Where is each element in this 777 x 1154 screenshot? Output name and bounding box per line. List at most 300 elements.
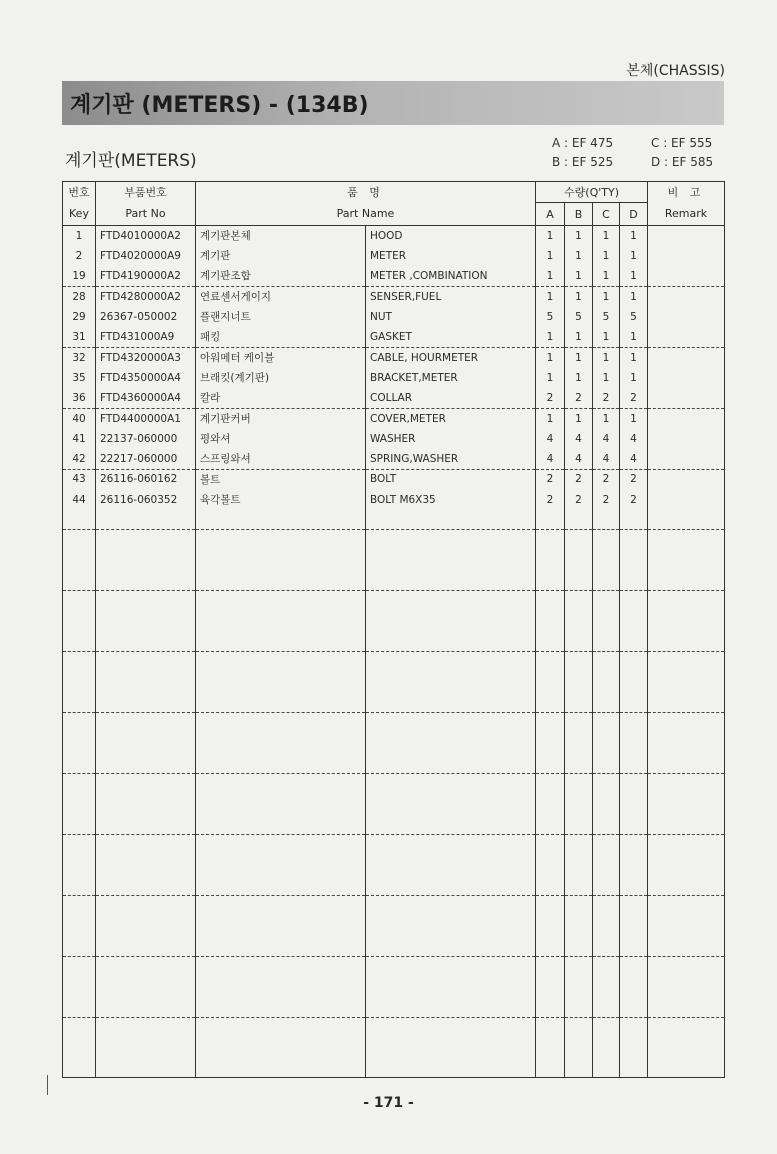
row-part-no: [96, 652, 196, 672]
row-remark: [648, 631, 725, 651]
row-qty-c: [593, 692, 620, 712]
row-name-en: CABLE, HOURMETER: [366, 347, 536, 367]
row-qty-c: 1: [593, 368, 620, 388]
row-remark: [648, 692, 725, 712]
section-label: 본체(CHASSIS): [626, 63, 725, 79]
row-part-no: 26367-050002: [96, 307, 196, 327]
row-qty-b: [565, 530, 593, 550]
row-qty-c: 1: [593, 226, 620, 246]
row-qty-a: [536, 814, 565, 834]
row-name-en: SENSER,FUEL: [366, 286, 536, 306]
row-name-en: BOLT M6X35: [366, 489, 536, 509]
row-qty-b: 5: [565, 307, 593, 327]
row-qty-a: 2: [536, 489, 565, 509]
row-qty-d: 1: [620, 347, 648, 367]
row-qty-b: [565, 814, 593, 834]
row-name-kr: 육각볼트: [196, 489, 366, 509]
row-key: [63, 1017, 96, 1037]
row-remark: [648, 1017, 725, 1037]
row-qty-a: [536, 1037, 565, 1057]
row-qty-b: 4: [565, 428, 593, 448]
row-name-en: [366, 631, 536, 651]
row-qty-c: [593, 794, 620, 814]
banner-title: 계기판 (METERS) - (134B): [70, 93, 369, 118]
table-row: [63, 266, 725, 286]
row-qty-b: 1: [565, 246, 593, 266]
row-qty-c: [593, 834, 620, 854]
row-remark: [648, 327, 725, 347]
table-row-empty: [63, 814, 725, 834]
row-key: [63, 834, 96, 854]
row-name-kr: [196, 855, 366, 875]
row-remark: [648, 672, 725, 692]
row-part-no: [96, 794, 196, 814]
row-qty-b: 1: [565, 327, 593, 347]
row-qty-d: [620, 672, 648, 692]
row-qty-b: [565, 1037, 593, 1057]
row-qty-c: 1: [593, 286, 620, 306]
row-qty-d: [620, 936, 648, 956]
table-row: [63, 469, 725, 489]
row-qty-b: [565, 855, 593, 875]
row-name-en: [366, 733, 536, 753]
row-qty-d: [620, 1037, 648, 1057]
row-qty-d: [620, 571, 648, 591]
row-qty-c: [593, 1058, 620, 1078]
row-name-en: SPRING,WASHER: [366, 449, 536, 469]
row-key: [63, 814, 96, 834]
row-qty-b: 1: [565, 408, 593, 428]
row-name-en: [366, 916, 536, 936]
row-remark: [648, 591, 725, 611]
row-remark: [648, 956, 725, 976]
row-qty-a: [536, 916, 565, 936]
row-part-no: FTD4350000A4: [96, 368, 196, 388]
table-row-empty: [63, 794, 725, 814]
row-qty-c: 2: [593, 489, 620, 509]
title-banner: [62, 81, 724, 125]
table-row-empty: [63, 936, 725, 956]
row-name-en: [366, 1037, 536, 1057]
row-key: [63, 997, 96, 1017]
row-part-no: [96, 1017, 196, 1037]
row-qty-c: 1: [593, 246, 620, 266]
row-name-en: [366, 753, 536, 773]
row-qty-c: [593, 855, 620, 875]
row-key: [63, 652, 96, 672]
row-part-no: [96, 591, 196, 611]
row-key: 44: [63, 489, 96, 509]
row-qty-a: [536, 956, 565, 976]
row-qty-d: [620, 692, 648, 712]
row-part-no: FTD4010000A2: [96, 226, 196, 246]
row-qty-b: [565, 550, 593, 570]
row-remark: [648, 550, 725, 570]
row-qty-a: 1: [536, 347, 565, 367]
row-key: [63, 591, 96, 611]
row-part-no: FTD4360000A4: [96, 388, 196, 408]
row-key: 42: [63, 449, 96, 469]
row-part-no: [96, 895, 196, 915]
row-qty-b: [565, 652, 593, 672]
row-qty-d: [620, 713, 648, 733]
row-name-kr: [196, 631, 366, 651]
table-row: [63, 388, 725, 408]
row-qty-c: 1: [593, 327, 620, 347]
row-part-no: [96, 530, 196, 550]
row-qty-a: [536, 774, 565, 794]
row-qty-a: [536, 895, 565, 915]
row-qty-d: [620, 774, 648, 794]
table-row-empty: [63, 1017, 725, 1037]
row-qty-c: [593, 875, 620, 895]
row-name-kr: [196, 510, 366, 530]
row-part-no: FTD4280000A2: [96, 286, 196, 306]
row-key: 41: [63, 428, 96, 448]
row-remark: [648, 530, 725, 550]
row-part-no: 26116-060162: [96, 469, 196, 489]
row-name-en: [366, 550, 536, 570]
row-qty-d: [620, 733, 648, 753]
table-row: [63, 246, 725, 266]
row-qty-b: 4: [565, 449, 593, 469]
row-key: [63, 611, 96, 631]
row-name-en: WASHER: [366, 428, 536, 448]
row-qty-c: [593, 936, 620, 956]
row-key: 36: [63, 388, 96, 408]
row-qty-c: [593, 550, 620, 570]
row-name-en: [366, 571, 536, 591]
row-name-kr: [196, 550, 366, 570]
row-name-en: [366, 672, 536, 692]
row-name-kr: [196, 895, 366, 915]
row-key: [63, 895, 96, 915]
row-qty-a: [536, 652, 565, 672]
row-name-kr: [196, 916, 366, 936]
row-name-en: HOOD: [366, 226, 536, 246]
row-qty-a: 1: [536, 266, 565, 286]
row-name-en: GASKET: [366, 327, 536, 347]
row-qty-d: [620, 956, 648, 976]
row-qty-c: 4: [593, 428, 620, 448]
row-part-no: [96, 997, 196, 1017]
row-qty-d: [620, 814, 648, 834]
row-qty-b: [565, 997, 593, 1017]
table-row: [63, 489, 725, 509]
row-qty-b: [565, 571, 593, 591]
row-remark: [648, 855, 725, 875]
row-qty-d: 5: [620, 307, 648, 327]
row-name-kr: 플랜지너트: [196, 307, 366, 327]
table-row-empty: [63, 550, 725, 570]
row-remark: [648, 875, 725, 895]
row-part-no: 22137-060000: [96, 428, 196, 448]
table-row: [63, 327, 725, 347]
row-qty-a: 2: [536, 388, 565, 408]
row-part-no: FTD4400000A1: [96, 408, 196, 428]
row-part-no: 26116-060352: [96, 489, 196, 509]
row-name-kr: 연료센서게이지: [196, 286, 366, 306]
row-name-en: [366, 794, 536, 814]
row-key: 28: [63, 286, 96, 306]
row-remark: [648, 347, 725, 367]
row-qty-b: [565, 672, 593, 692]
row-name-kr: [196, 1017, 366, 1037]
row-part-no: [96, 510, 196, 530]
row-name-en: [366, 591, 536, 611]
row-remark: [648, 428, 725, 448]
row-name-kr: [196, 1037, 366, 1057]
row-qty-d: [620, 855, 648, 875]
row-qty-a: [536, 976, 565, 996]
table-row-empty: [63, 530, 725, 550]
row-name-en: [366, 855, 536, 875]
row-qty-a: 4: [536, 428, 565, 448]
table-row-empty: [63, 1037, 725, 1057]
row-part-no: [96, 571, 196, 591]
table-row-empty: [63, 976, 725, 996]
table-row-empty: [63, 774, 725, 794]
row-qty-c: [593, 530, 620, 550]
page-edge-mark: [47, 1075, 48, 1095]
page-subtitle: 계기판(METERS): [65, 151, 197, 171]
row-part-no: [96, 753, 196, 773]
row-qty-c: [593, 956, 620, 976]
row-name-en: [366, 936, 536, 956]
row-key: [63, 855, 96, 875]
table-row: [63, 408, 725, 428]
row-name-en: [366, 956, 536, 976]
row-qty-b: [565, 713, 593, 733]
row-qty-b: [565, 733, 593, 753]
row-qty-c: 1: [593, 347, 620, 367]
parts-table: [62, 181, 725, 1078]
row-qty-b: [565, 834, 593, 854]
row-qty-b: [565, 631, 593, 651]
row-part-no: [96, 875, 196, 895]
row-key: [63, 550, 96, 570]
header-remark-en: Remark: [648, 203, 725, 226]
row-qty-d: [620, 510, 648, 530]
row-qty-d: [620, 753, 648, 773]
row-name-kr: 스프링와셔: [196, 449, 366, 469]
row-qty-a: [536, 875, 565, 895]
row-qty-a: [536, 855, 565, 875]
row-qty-c: [593, 753, 620, 773]
table-row-empty: [63, 652, 725, 672]
row-qty-b: [565, 976, 593, 996]
row-key: [63, 672, 96, 692]
row-qty-d: 4: [620, 449, 648, 469]
row-qty-a: 1: [536, 226, 565, 246]
row-name-en: METER: [366, 246, 536, 266]
row-name-en: BRACKET,METER: [366, 368, 536, 388]
row-remark: [648, 936, 725, 956]
row-qty-b: 1: [565, 368, 593, 388]
row-name-kr: [196, 814, 366, 834]
row-part-no: [96, 611, 196, 631]
row-qty-a: 2: [536, 469, 565, 489]
row-key: 35: [63, 368, 96, 388]
row-name-en: [366, 895, 536, 915]
row-name-en: [366, 1058, 536, 1078]
row-remark: [648, 226, 725, 246]
row-qty-d: [620, 895, 648, 915]
row-qty-a: 5: [536, 307, 565, 327]
row-qty-d: 2: [620, 489, 648, 509]
row-name-kr: [196, 774, 366, 794]
row-name-kr: [196, 672, 366, 692]
row-qty-d: [620, 631, 648, 651]
row-qty-c: [593, 713, 620, 733]
row-name-kr: [196, 753, 366, 773]
row-remark: [648, 469, 725, 489]
row-name-kr: 패킹: [196, 327, 366, 347]
row-name-kr: [196, 692, 366, 712]
row-part-no: FTD4190000A2: [96, 266, 196, 286]
row-name-en: [366, 774, 536, 794]
row-qty-a: [536, 510, 565, 530]
row-name-kr: [196, 733, 366, 753]
header-key-kr: 번호: [63, 182, 96, 203]
row-name-en: COVER,METER: [366, 408, 536, 428]
row-qty-a: [536, 834, 565, 854]
row-part-no: FTD431000A9: [96, 327, 196, 347]
row-qty-a: 1: [536, 246, 565, 266]
row-part-no: [96, 834, 196, 854]
row-part-no: [96, 936, 196, 956]
row-qty-d: [620, 1017, 648, 1037]
row-remark: [648, 652, 725, 672]
table-row-empty: [63, 855, 725, 875]
table-row: [63, 428, 725, 448]
row-key: [63, 956, 96, 976]
row-qty-b: [565, 591, 593, 611]
row-name-kr: 칼라: [196, 388, 366, 408]
row-qty-d: [620, 652, 648, 672]
header-remark-kr: 비 고: [648, 182, 725, 203]
row-remark: [648, 794, 725, 814]
row-remark: [648, 997, 725, 1017]
model-a: A : EF 475: [552, 136, 614, 150]
row-name-kr: 평와셔: [196, 428, 366, 448]
row-qty-d: 1: [620, 226, 648, 246]
row-part-no: 22217-060000: [96, 449, 196, 469]
row-name-en: [366, 976, 536, 996]
header-key-en: Key: [63, 203, 96, 226]
table-row-empty: [63, 631, 725, 651]
row-name-kr: 아워메터 케이블: [196, 347, 366, 367]
row-qty-a: [536, 794, 565, 814]
row-name-en: [366, 530, 536, 550]
row-name-en: [366, 997, 536, 1017]
table-row: [63, 449, 725, 469]
header-qty-d: D: [620, 203, 648, 226]
parts-table-body: [63, 226, 725, 1078]
row-qty-c: 1: [593, 266, 620, 286]
row-qty-c: [593, 631, 620, 651]
row-qty-b: [565, 956, 593, 976]
row-qty-c: [593, 774, 620, 794]
row-part-no: [96, 733, 196, 753]
row-qty-a: [536, 571, 565, 591]
row-qty-c: [593, 571, 620, 591]
row-name-kr: [196, 875, 366, 895]
row-name-kr: 볼트: [196, 469, 366, 489]
row-qty-a: [536, 591, 565, 611]
row-remark: [648, 1037, 725, 1057]
row-qty-b: [565, 875, 593, 895]
row-key: [63, 571, 96, 591]
row-qty-b: 1: [565, 266, 593, 286]
row-remark: [648, 611, 725, 631]
table-row: [63, 286, 725, 306]
row-qty-d: 2: [620, 388, 648, 408]
table-row-empty: [63, 875, 725, 895]
row-part-no: FTD4320000A3: [96, 347, 196, 367]
row-name-kr: 계기판: [196, 246, 366, 266]
header-partno-en: Part No: [96, 203, 196, 226]
row-part-no: [96, 713, 196, 733]
row-qty-c: [593, 997, 620, 1017]
header-name-kr: 품 명: [196, 182, 536, 203]
row-remark: [648, 449, 725, 469]
row-key: 29: [63, 307, 96, 327]
row-key: [63, 530, 96, 550]
row-qty-d: [620, 611, 648, 631]
row-qty-b: [565, 794, 593, 814]
table-row-empty: [63, 591, 725, 611]
row-name-kr: 계기판본체: [196, 226, 366, 246]
row-qty-d: [620, 875, 648, 895]
row-qty-c: [593, 591, 620, 611]
row-name-kr: [196, 794, 366, 814]
row-key: [63, 1037, 96, 1057]
row-remark: [648, 571, 725, 591]
row-key: [63, 875, 96, 895]
model-c: C : EF 555: [651, 136, 713, 150]
row-remark: [648, 1058, 725, 1078]
row-qty-a: [536, 1017, 565, 1037]
table-row-empty: [63, 956, 725, 976]
header-name-en: Part Name: [196, 203, 536, 226]
table-row-empty: [63, 510, 725, 530]
header-qty-b: B: [565, 203, 593, 226]
row-qty-a: [536, 713, 565, 733]
row-qty-b: [565, 692, 593, 712]
row-name-en: [366, 713, 536, 733]
row-qty-c: [593, 733, 620, 753]
table-row-empty: [63, 611, 725, 631]
row-part-no: [96, 631, 196, 651]
row-qty-a: [536, 997, 565, 1017]
header-qty-a: A: [536, 203, 565, 226]
row-remark: [648, 814, 725, 834]
row-qty-a: 1: [536, 368, 565, 388]
row-part-no: [96, 814, 196, 834]
row-name-en: METER ,COMBINATION: [366, 266, 536, 286]
table-row: [63, 226, 725, 246]
row-name-kr: [196, 713, 366, 733]
row-name-en: [366, 1017, 536, 1037]
row-name-en: [366, 875, 536, 895]
row-qty-c: [593, 611, 620, 631]
row-name-en: NUT: [366, 307, 536, 327]
page-number: - 171 -: [363, 1095, 414, 1111]
row-key: [63, 774, 96, 794]
row-name-kr: [196, 956, 366, 976]
row-qty-b: [565, 895, 593, 915]
